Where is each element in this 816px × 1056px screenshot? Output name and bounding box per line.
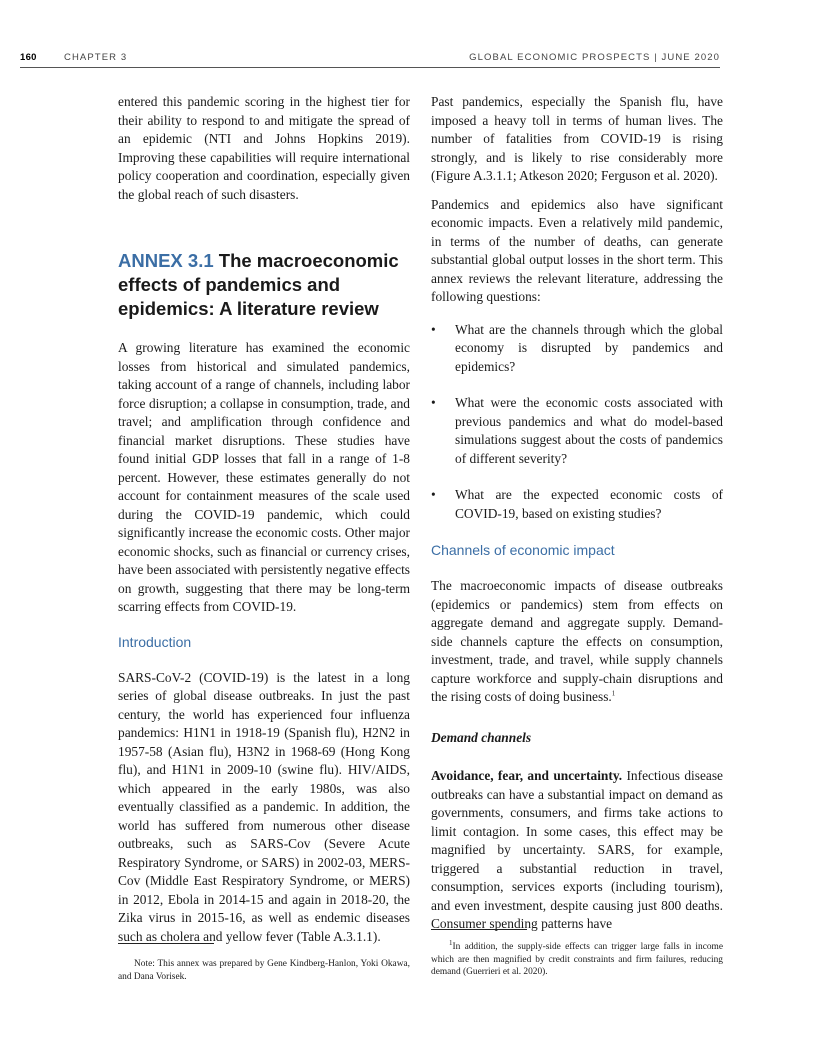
channels-paragraph-text: The macroeconomic impacts of disease outbreaks (epidemics or pandemics) stem from effects on aggregate demand and aggregate supply. Demand-side channels capture the effects on consumption, investment, trade, and travel, while supply channels capture workforce and supply-chain disruptions and the rising costs of doing business. [431, 578, 723, 704]
header-rule [20, 67, 720, 68]
right-footnote-text: In addition, the supply-side effects can trigger large falls in income which are then magnified by credit constraints and firm failures, reducing demand (Guerrieri et al. 2020). [431, 942, 723, 977]
footnote-number: 1 [449, 938, 453, 947]
left-column [118, 93, 410, 956]
question-text: What are the channels through which the global economy is disrupted by pandemics and epidemics? [455, 321, 723, 374]
channels-paragraph [431, 577, 723, 707]
annex-abstract: A growing literature has examined the economic losses from historical and simulated pandemics, taking account of a range of channels, including labor force disruption; a collapse in consumption, trade, and travel; and amplification through confidence and financial market disruptions. These studies have found initial GDP losses that fall in a range of 1-8 percent. However, these estimates generally do not account for containment measures of the scale used during the COVID-19 pandemic, which could significantly increase the economic costs. Other major economic shocks, such as financial or currency crises, have been associated with persistently negative effects on growth, suggesting that there may be long-term scarring effects from COVID-19. [118, 340, 411, 614]
right-footnote-rule [431, 929, 527, 930]
list-item [431, 321, 723, 377]
question-text: What are the expected economic costs of COVID-19, based on existing studies? [455, 487, 723, 521]
chapter-label: CHAPTER 3 [64, 52, 128, 63]
bullet: • [431, 321, 436, 337]
right-paragraph-2: Pandemics and epidemics also have significant economic impacts. Even a relatively mild pandemic, in terms of the number of deaths, can generate substantial global output losses in the short term. This annex reviews the relevant literature, addressing the following questions: [431, 196, 723, 304]
avoidance-runin: Avoidance, fear, and uncertainty. [431, 768, 623, 783]
publication-label: GLOBAL ECONOMIC PROSPECTS | JUNE 2020 [469, 52, 720, 63]
bullet: • [431, 487, 436, 502]
demand-channels-heading: Demand channels [431, 729, 532, 745]
annex-number: ANNEX 3.1 [118, 250, 214, 271]
channels-heading: Channels of economic impact [431, 542, 615, 558]
left-footnote: Note: This annex was prepared by Gene Kindberg-Hanlon, Yoki Okawa, and Dana Vorisek. [118, 959, 410, 982]
annex-title: The macroeconomic effects of pandemics and epidemics: A literature review [118, 250, 399, 319]
right-footnote [431, 938, 723, 979]
intro-continuation-paragraph: entered this pandemic scoring in the highest tier for their ability to respond to and mitigate the spread of an epidemic (NTI and Johns Hopkins 2019). Improving these capabilities will require international policy cooperation and coordination, especially given the global reach of such disasters. [118, 94, 410, 202]
avoidance-paragraph [431, 767, 723, 934]
right-column [431, 93, 723, 944]
list-item [431, 486, 723, 523]
introduction-paragraph: SARS-CoV-2 (COVID-19) is the latest in a long series of global disease outbreaks. In just the past century, the world has experienced four influenza pandemics: H1N1 in 1918-19 (Spanish flu), H2N2 in 1957-58 (Asian flu), H3N2 in 1968-69 (Hong Kong flu), and H1N1 in 2009-10 (swine flu). HIV/AIDS, which appeared in the early 1980s, was also eventually classified as a pandemic. In addition, the world has suffered from numerous other disease outbreaks, such as SARS-Cov (Severe Acute Respiratory Syndrome, or SARS) in 2002-03, MERS-Cov (Middle East Respiratory Syndrome, or MERS) in 2012, Ebola in 2014-15 and again in 2018-20, the Zika virus in 2015-16, as well as endemic diseases such as cholera and yellow fever (Table A.3.1.1). [118, 669, 410, 944]
annex-heading [118, 249, 410, 321]
introduction-heading: Introduction [118, 633, 192, 650]
right-paragraph-1: Past pandemics, especially the Spanish flu, have imposed a heavy toll in terms of human lives. The number of fatalities from COVID-19 is rising strongly, and is likely to rise considerably more (Figure A.3.1.1; Atkeson 2020; Ferguson et al. 2020). [431, 94, 723, 183]
questions-list [431, 321, 723, 524]
list-item [431, 394, 723, 468]
footnote-marker: 1 [611, 689, 616, 698]
bullet: • [431, 395, 436, 410]
page-number: 160 [20, 52, 37, 63]
running-header [20, 52, 720, 66]
question-text: What were the economic costs associated with previous pandemics and what do model-based simulations suggest about the costs of pandemics of different severity? [455, 395, 723, 466]
avoidance-text: Infectious disease outbreaks can have a substantial impact on demand as governments, consumers, and firms take actions to limit contagion. In some cases, this effect may be magnified by uncertainty. SARS, for example, triggered a substantial reduction in travel, consumption, services exports (including tourism), and even investment, despite causing just 800 deaths. Consumer spending patterns have [431, 768, 723, 931]
left-footnote-rule [118, 943, 214, 944]
